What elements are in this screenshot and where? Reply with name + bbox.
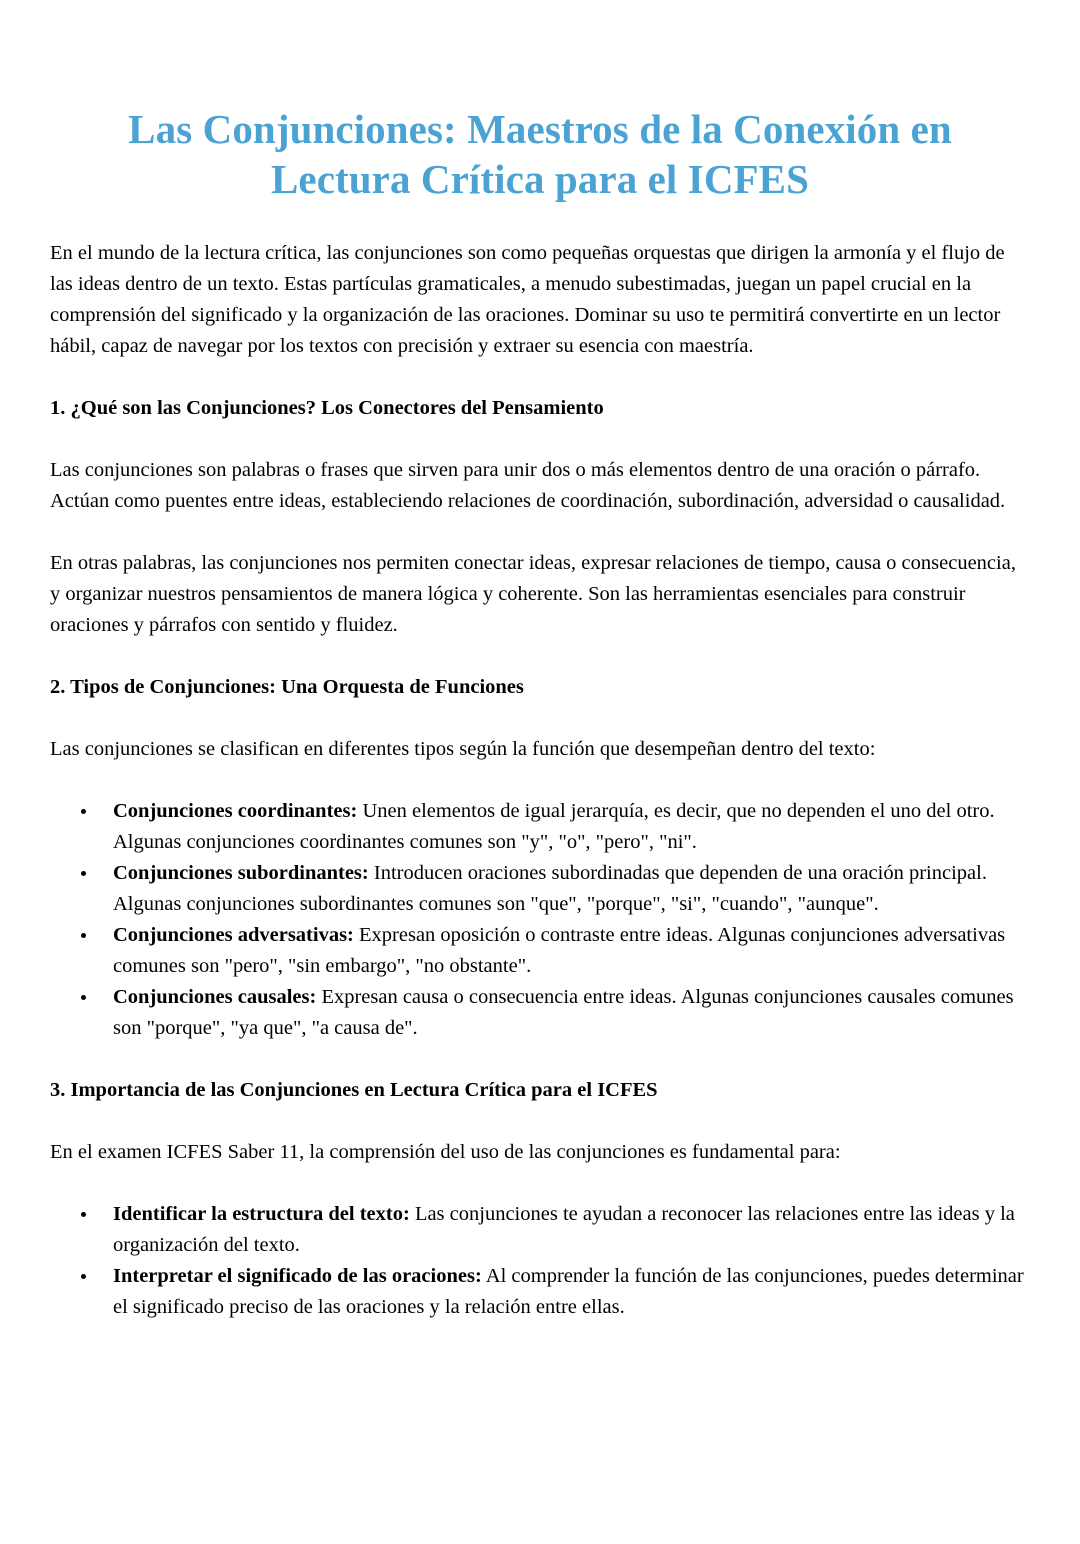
list-item-lead: Conjunciones subordinantes: — [113, 862, 369, 884]
list-item-tail: Las conjunciones te ayudan a reconocer las relaciones entre las ideas y la organización del texto. — [113, 1203, 1015, 1256]
bullet-dot-icon — [81, 871, 86, 876]
page-title: Las Conjunciones: Maestros de la Conexión en Lectura Crítica para el ICFES — [128, 106, 952, 202]
list-item-tail: Unen elementos de igual jerarquía, es decir, que no dependen el uno del otro. Algunas conjunciones coordinantes comunes son "y", "o", "pero", "ni". — [113, 800, 995, 853]
bullet-dot-icon — [81, 1274, 86, 1279]
intro-paragraph: En el mundo de la lectura crítica, las conjunciones son como pequeñas orquestas que dirigen la armonía y el flujo de las ideas dentro de un texto. Estas partículas gramaticales, a menudo subestimadas, juegan un papel crucial en la comprensión del significado y la organización de las oraciones. Dominar su uso te permitirá convertirte en un lector hábil, capaz de navegar por los textos con precisión y extraer su esencia con maestría. — [50, 242, 1005, 357]
list-item — [50, 858, 1030, 920]
list-item-tail: Introducen oraciones subordinadas que dependen de una oración principal. Algunas conjunciones subordinantes comunes son "que", "porque", "si", "cuando", "aunque". — [113, 862, 987, 915]
section-3-paragraph-1: En el examen ICFES Saber 11, la comprensión del uso de las conjunciones es fundamental para: — [50, 1141, 841, 1163]
section-1-paragraph-2: En otras palabras, las conjunciones nos permiten conectar ideas, expresar relaciones de tiempo, causa o consecuencia, y organizar nuestros pensamientos de manera lógica y coherente. Son las herramientas esenciales para construir oraciones y párrafos con sentido y fluidez. — [50, 552, 1016, 636]
list-item-tail: Expresan causa o consecuencia entre ideas. Algunas conjunciones causales comunes son "porque", "ya que", "a causa de". — [113, 986, 1014, 1039]
section-heading-1: 1. ¿Qué son las Conjunciones? Los Conectores del Pensamiento — [50, 397, 604, 419]
section-heading-3: 3. Importancia de las Conjunciones en Lectura Crítica para el ICFES — [50, 1079, 658, 1101]
bullet-dot-icon — [81, 933, 86, 938]
bullet-dot-icon — [81, 995, 86, 1000]
list-item — [50, 1199, 1030, 1261]
list-item-lead: Identificar la estructura del texto: — [113, 1203, 410, 1225]
list-item — [50, 1261, 1030, 1323]
page-bottom-whitespace — [50, 1354, 1030, 1504]
section-1-paragraph-1: Las conjunciones son palabras o frases que sirven para unir dos o más elementos dentro de una oración o párrafo. Actúan como puentes entre ideas, estableciendo relaciones de coordinación, subordinación, adversidad o causalidad. — [50, 459, 1006, 512]
list-item-tail: Al comprender la función de las conjunciones, puedes determinar el significado preciso de las oraciones y la relación entre ellas. — [113, 1265, 1024, 1318]
list-item-tail: Expresan oposición o contraste entre ideas. Algunas conjunciones adversativas comunes son "pero", "sin embargo", "no obstante". — [113, 924, 1006, 977]
section-heading-2: 2. Tipos de Conjunciones: Una Orquesta de Funciones — [50, 676, 524, 698]
bullet-dot-icon — [81, 809, 86, 814]
list-item-lead: Conjunciones adversativas: — [113, 924, 354, 946]
icfes-importance-list — [50, 1199, 1030, 1323]
list-item-lead: Interpretar el significado de las oraciones: — [113, 1265, 482, 1287]
conjunction-types-list — [50, 796, 1030, 1044]
list-item-lead: Conjunciones causales: — [113, 986, 317, 1008]
list-item — [50, 982, 1030, 1044]
bullet-dot-icon — [81, 1212, 86, 1217]
section-2-paragraph-1: Las conjunciones se clasifican en diferentes tipos según la función que desempeñan dentro del texto: — [50, 738, 876, 760]
list-item — [50, 920, 1030, 982]
list-item — [50, 796, 1030, 858]
list-item-lead: Conjunciones coordinantes: — [113, 800, 358, 822]
